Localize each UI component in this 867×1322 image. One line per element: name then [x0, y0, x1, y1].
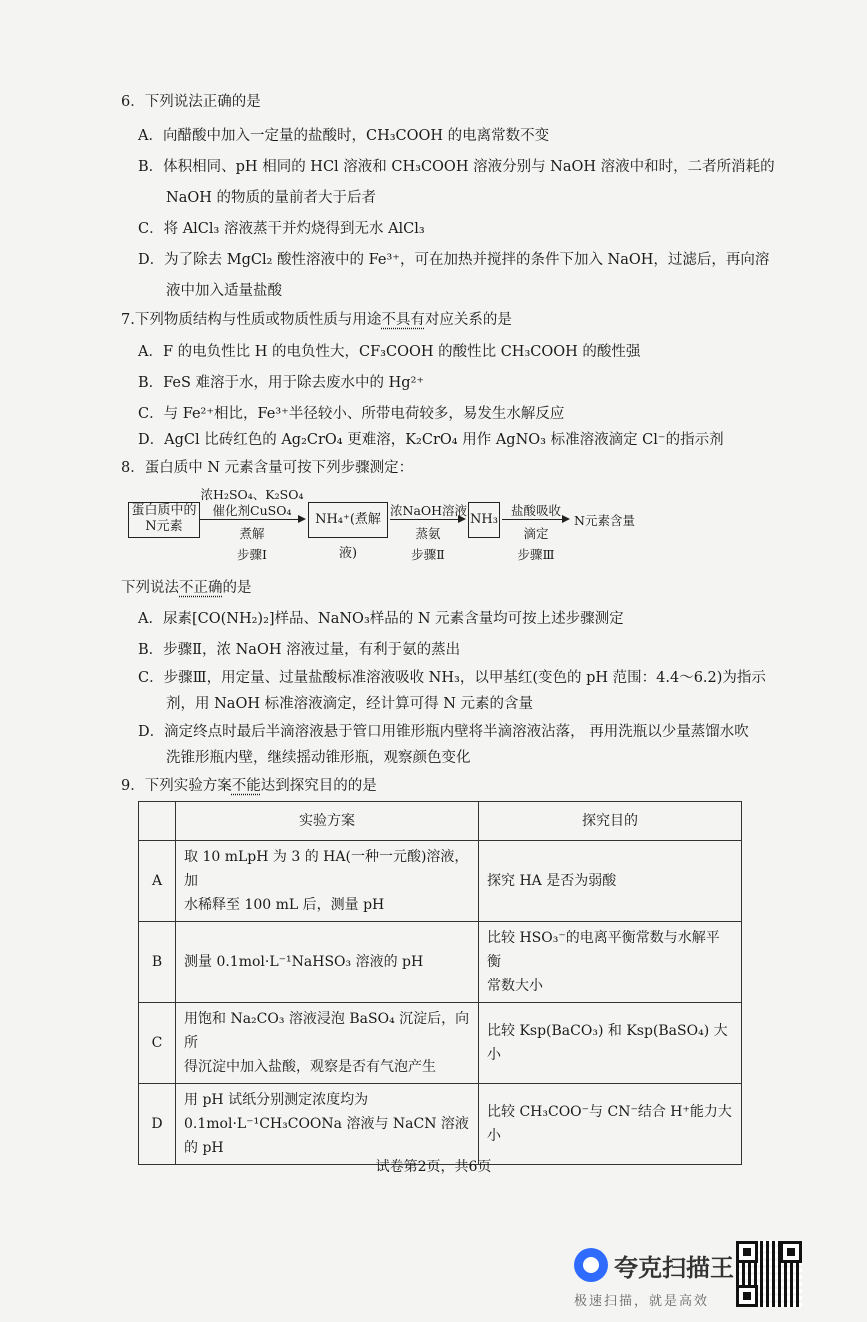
row-plan — [176, 1084, 479, 1165]
flow-step3-reagent: 盐酸吸收 — [510, 503, 561, 518]
q8-option-c-line1: C．步骤Ⅲ，用定量、过量盐酸标准溶液吸收 NH₃，以甲基红(变色的 pH 范围：4.4～6.2)为指示 — [138, 670, 766, 686]
table-header-blank — [139, 802, 176, 841]
q7-stem — [121, 310, 512, 330]
table-header-goal: 探究目的 — [479, 802, 742, 841]
q6-option-a: A．向醋酸中加入一定量的盐酸时，CH₃COOH 的电离常数不变 — [138, 128, 550, 144]
row-key: C — [139, 1003, 176, 1084]
q7-option-a: A．F 的电负性比 H 的电负性大，CF₃COOH 的酸性比 CH₃COOH 的酸性强 — [138, 344, 641, 360]
table-row — [139, 922, 742, 1003]
q7-option-d: D．AgCl 比砖红色的 Ag₂CrO₄ 更难溶，K₂CrO₄ 用作 AgNO₃ 标准溶液滴定 Cl⁻的指示剂 — [138, 432, 724, 448]
flow-step2-condition: 蒸氨 — [415, 526, 441, 541]
flow-arrow-3 — [502, 519, 568, 520]
qr-code-icon — [736, 1241, 802, 1307]
q8-stem: 8．蛋白质中 N 元素含量可按下列步骤测定： — [121, 460, 414, 476]
flow-result: N元素含量 — [574, 513, 635, 528]
flow-box-nh4: NH₄⁺(煮解液) — [308, 502, 388, 538]
row-plan-line1: 用饱和 Na₂CO₃ 溶液浸泡 BaSO₄ 沉淀后，向所 — [184, 1011, 470, 1051]
row-plan-line1: 测量 0.1mol·L⁻¹NaHSO₃ 溶液的 pH — [184, 954, 424, 970]
row-goal — [479, 841, 742, 922]
q6-option-d-line1: D．为了除去 MgCl₂ 酸性溶液中的 Fe³⁺，可在加热并搅拌的条件下加入 NaOH，过滤后，再向溶 — [138, 252, 770, 268]
row-plan-line1: 取 10 mLpH 为 3 的 HA(一种一元酸)溶液，加 — [184, 849, 469, 889]
flow-step2-reagent: 浓NaOH溶液 — [390, 503, 468, 518]
row-key: B — [139, 922, 176, 1003]
row-goal-line1: 比较 Ksp(BaCO₃) 和 Ksp(BaSO₄) 大小 — [487, 1023, 728, 1063]
q8-option-b: B．步骤Ⅱ，浓 NaOH 溶液过量，有利于氨的蒸出 — [138, 642, 461, 658]
q6-option-c: C．将 AlCl₃ 溶液蒸干并灼烧得到无水 AlCl₃ — [138, 221, 425, 237]
q8-option-d-line2: 洗锥形瓶内壁，继续摇动锥形瓶，观察颜色变化 — [166, 750, 471, 766]
scanner-app-name: 夸克扫描王 — [614, 1254, 734, 1282]
row-plan-line1: 用 pH 试纸分别测定浓度均为 — [184, 1092, 369, 1108]
row-key: D — [139, 1084, 176, 1165]
row-plan — [176, 922, 479, 1003]
row-plan-line2: 得沉淀中加入盐酸，观察是否有气泡产生 — [184, 1059, 436, 1075]
row-key: A — [139, 841, 176, 922]
scanner-slogan: 极速扫描，就是高效 — [574, 1294, 710, 1309]
q7-stem-emphasis: 不具有 — [381, 312, 425, 328]
flow-arrow-2 — [390, 519, 464, 520]
q9-stem — [121, 776, 377, 796]
table-header-plan: 实验方案 — [176, 802, 479, 841]
q8-option-a: A．尿素[CO(NH₂)₂]样品、NaNO₃样品的 N 元素含量均可按上述步骤测定 — [138, 611, 624, 627]
q7-option-c: C．与 Fe²⁺相比，Fe³⁺半径较小、所带电荷较多，易发生水解反应 — [138, 406, 565, 422]
flow-step1-reagent1: 浓H₂SO₄、K₂SO₄ — [200, 487, 304, 502]
table-row — [139, 1003, 742, 1084]
q9-stem-emphasis: 不能 — [231, 778, 261, 794]
row-goal — [479, 922, 742, 1003]
flow-box-protein-n: 蛋白质中的N元素 — [128, 502, 200, 538]
q8-substem — [121, 578, 252, 598]
q8-substem-post: 的是 — [222, 580, 252, 596]
q7-option-b: B．FeS 难溶于水，用于除去废水中的 Hg²⁺ — [138, 375, 425, 391]
q8-substem-emphasis: 不正确 — [179, 580, 223, 596]
flow-step1-condition: 煮解 — [239, 526, 265, 541]
flow-step1-label: 步骤Ⅰ — [237, 547, 267, 562]
q8-substem-pre: 下列说法 — [121, 580, 179, 596]
q6-stem: 6．下列说法正确的是 — [121, 94, 261, 110]
q9-experiment-table — [138, 801, 742, 1165]
q7-stem-post: 对应关系的是 — [424, 312, 512, 328]
flow-step1-reagent2: 催化剂CuSO₄ — [212, 503, 292, 518]
flow-step3-condition: 滴定 — [523, 526, 549, 541]
q6-option-b-line1: B．体积相同、pH 相同的 HCl 溶液和 CH₃COOH 溶液分别与 NaOH 溶液中和时，二者所消耗的 — [138, 159, 775, 175]
table-header-row — [139, 802, 742, 841]
row-plan — [176, 841, 479, 922]
flow-step3-label: 步骤Ⅲ — [517, 547, 555, 562]
row-goal — [479, 1084, 742, 1165]
row-plan — [176, 1003, 479, 1084]
row-goal-line2: 常数大小 — [487, 978, 543, 994]
scanner-logo-icon — [574, 1248, 608, 1282]
flow-arrow-1 — [200, 519, 304, 520]
q6-option-b-line2: NaOH 的物质的量前者大于后者 — [166, 190, 376, 206]
row-goal-line1: 探究 HA 是否为弱酸 — [487, 873, 617, 889]
flow-box-nh3: NH₃ — [468, 502, 500, 538]
q8-option-c-line2: 剂，用 NaOH 标准溶液滴定，经计算可得 N 元素的含量 — [166, 696, 533, 712]
row-goal-line1: 比较 CH₃COO⁻与 CN⁻结合 H⁺能力大小 — [487, 1104, 732, 1144]
q9-stem-pre: 9．下列实验方案 — [121, 778, 232, 794]
row-goal-line1: 比较 HSO₃⁻的电离平衡常数与水解平衡 — [487, 930, 720, 970]
scanner-watermark — [574, 1240, 754, 1310]
q9-stem-post: 达到探究目的的是 — [260, 778, 377, 794]
q6-option-d-line2: 液中加入适量盐酸 — [166, 283, 282, 299]
row-goal — [479, 1003, 742, 1084]
row-plan-line2: 水稀释至 100 mL 后，测量 pH — [184, 897, 385, 913]
table-row — [139, 841, 742, 922]
q8-option-d-line1: D．滴定终点时最后半滴溶液悬于管口用锥形瓶内壁将半滴溶液沾落， 再用洗瓶以少量蒸馏水吹 — [138, 724, 749, 740]
flow-step2-label: 步骤Ⅱ — [411, 547, 445, 562]
page-footer: 试卷第2页，共6页 — [375, 1159, 492, 1175]
table-row — [139, 1084, 742, 1165]
row-plan-line2: 0.1mol·L⁻¹CH₃COONa 溶液与 NaCN 溶液的 pH — [184, 1116, 469, 1156]
q7-stem-pre: 7.下列物质结构与性质或物质性质与用途 — [121, 312, 382, 328]
